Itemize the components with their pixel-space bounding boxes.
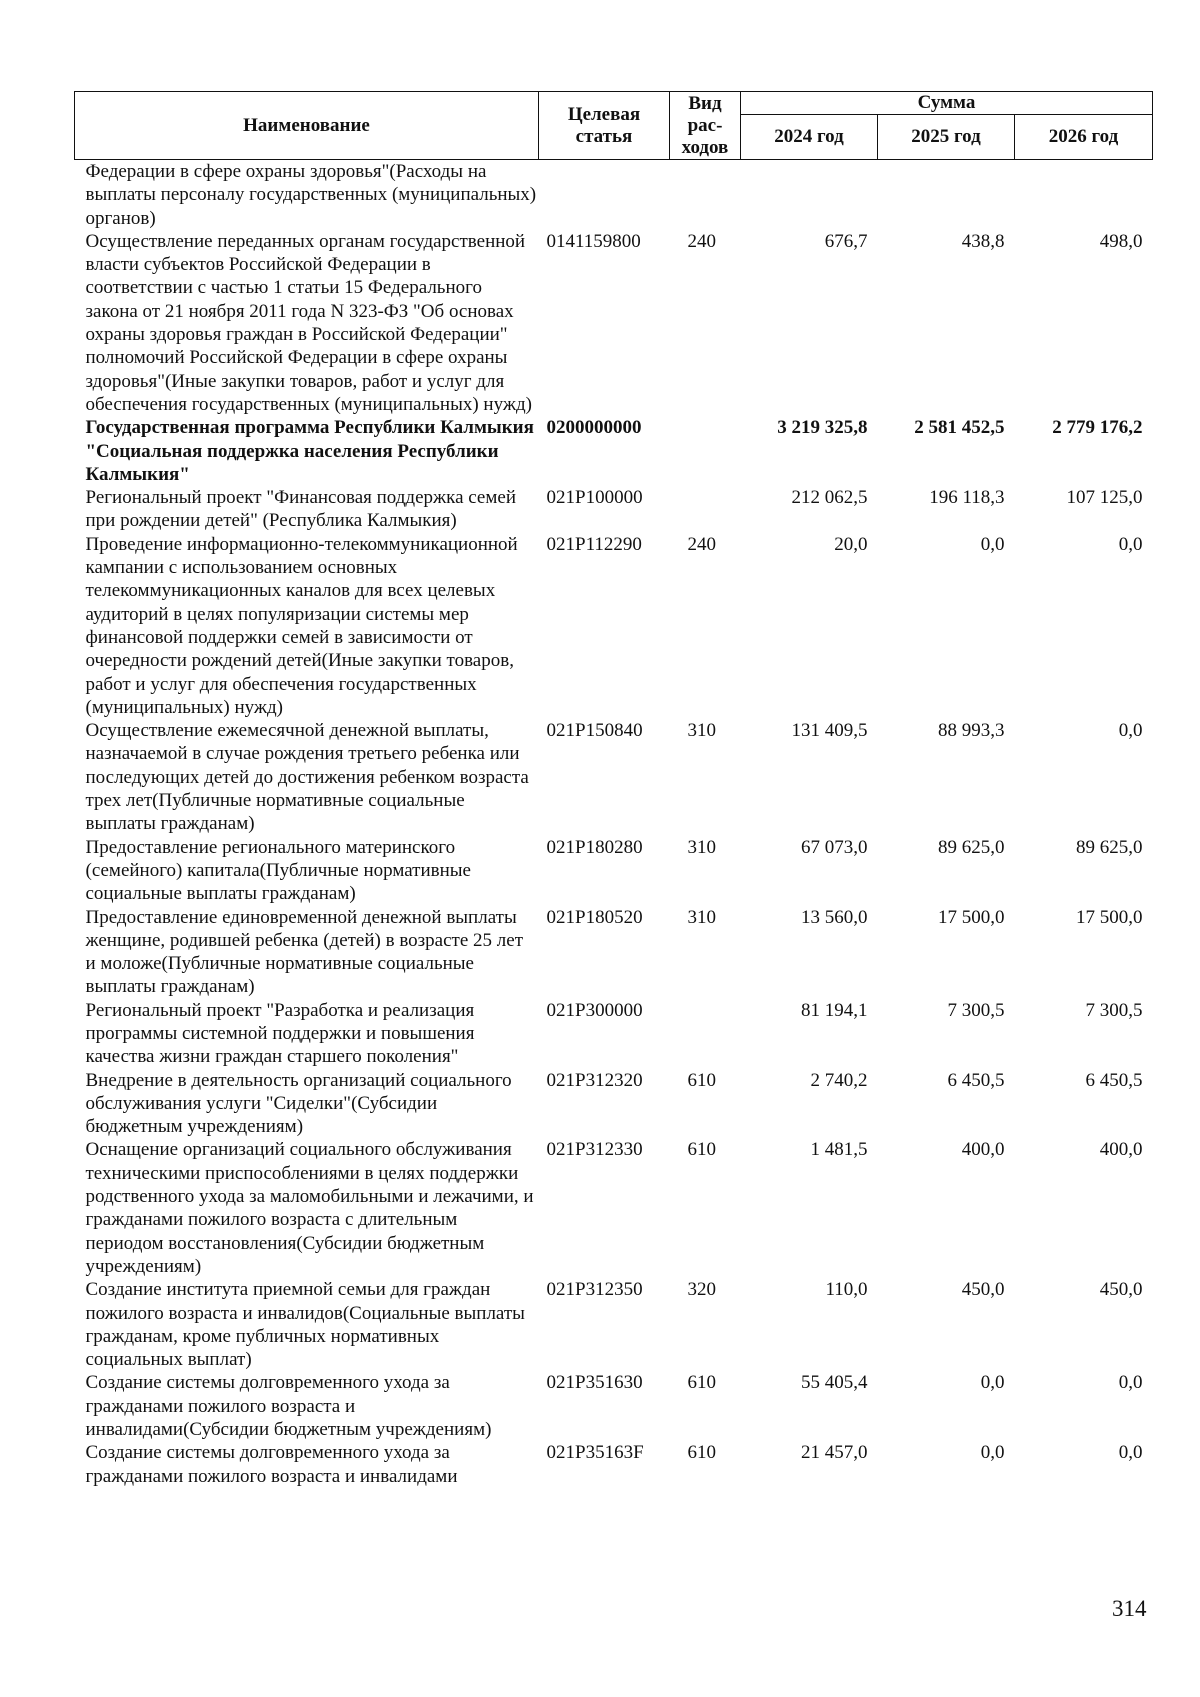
table-row xyxy=(75,230,1153,416)
row-code: 021P312330 xyxy=(546,1139,643,1161)
row-vid: 320 xyxy=(687,1279,716,1301)
row-code xyxy=(539,160,670,230)
row-vid xyxy=(670,999,741,1069)
row-code: 021P312320 xyxy=(546,1069,643,1091)
row-amount-2026: 0,0 xyxy=(1118,1372,1143,1394)
table-header xyxy=(75,92,1153,160)
row-amount-2026: 400,0 xyxy=(1099,1139,1143,1161)
row-amount-2025: 450,0 xyxy=(961,1279,1005,1301)
row-amount-2024: 3 219 325,8 xyxy=(777,417,868,439)
table-row xyxy=(75,533,1153,719)
row-name: Осуществление переданных органам государственной власти субъектов Российской Федерации в соответствии с частью 1 статьи 15 Федерального закона от 21 ноября 2011 года N 323-ФЗ "Об основах охраны здоровья граждан в Российской Федерации" полномочий Российской Федерации в сфере охраны здоровья"(Иные закупки товаров, работ и услуг для обеспечения государственных (муниципальных) нужд) xyxy=(85,230,532,415)
row-vid xyxy=(670,416,741,486)
row-name: Создание института приемной семьи для граждан пожилого возраста и инвалидов(Социальные выплаты гражданам, кроме публичных нормативных социальных выплат) xyxy=(85,1279,525,1371)
row-amount-2026: 6 450,5 xyxy=(1085,1069,1143,1091)
row-code: 021P112290 xyxy=(546,533,642,555)
row-amount-2024: 2 740,2 xyxy=(810,1069,868,1091)
table-row xyxy=(75,1371,1153,1441)
row-amount-2025: 17 500,0 xyxy=(938,906,1005,928)
row-vid: 240 xyxy=(687,230,716,252)
row-amount-2025: 438,8 xyxy=(961,230,1005,252)
budget-table xyxy=(74,91,1153,1488)
row-vid: 310 xyxy=(687,906,716,928)
row-amount-2026 xyxy=(1015,160,1153,230)
row-amount-2024: 21 457,0 xyxy=(801,1442,868,1464)
row-name: Федерации в сфере охраны здоровья"(Расходы на выплаты персоналу государственных (муниципальных) органов) xyxy=(85,161,537,229)
row-amount-2025: 0,0 xyxy=(980,1442,1005,1464)
header-vid: Вид рас-ходов xyxy=(670,92,741,160)
row-amount-2025: 400,0 xyxy=(961,1139,1005,1161)
row-amount-2024: 67 073,0 xyxy=(801,836,868,858)
row-amount-2026: 498,0 xyxy=(1099,230,1143,252)
row-code: 021P100000 xyxy=(546,487,643,509)
table-body xyxy=(75,160,1153,1488)
row-name: Оснащение организаций социального обслуживания техническими приспособлениями в целях поддержки родственного ухода за маломобильными и лежачими, и гражданами пожилого возраста с длительным периодом восстановления(Субсидии бюджетным учреждениям) xyxy=(85,1139,534,1277)
row-vid: 610 xyxy=(687,1372,716,1394)
row-amount-2026: 107 125,0 xyxy=(1066,487,1143,509)
row-amount-2024 xyxy=(741,160,878,230)
header-year-2024: 2024 год xyxy=(741,115,878,160)
row-code: 021P312350 xyxy=(546,1279,643,1301)
row-code: 021P180520 xyxy=(546,906,643,928)
row-amount-2024: 1 481,5 xyxy=(810,1139,868,1161)
row-amount-2026: 450,0 xyxy=(1099,1279,1143,1301)
table-row xyxy=(75,906,1153,999)
row-amount-2025: 7 300,5 xyxy=(947,999,1005,1021)
row-amount-2025: 6 450,5 xyxy=(947,1069,1005,1091)
row-amount-2024: 131 409,5 xyxy=(791,720,868,742)
budget-table-page xyxy=(74,91,1152,1488)
row-amount-2025: 0,0 xyxy=(980,533,1005,555)
row-amount-2024: 55 405,4 xyxy=(801,1372,868,1394)
row-code: 021P180280 xyxy=(546,836,643,858)
row-vid xyxy=(670,486,741,533)
table-row xyxy=(75,486,1153,533)
row-name: Предоставление единовременной денежной выплаты женщине, родившей ребенка (детей) в возрасте 25 лет и моложе(Публичные нормативные социальные выплаты гражданам) xyxy=(85,906,523,998)
row-code: 021P150840 xyxy=(546,720,643,742)
row-vid: 610 xyxy=(687,1139,716,1161)
row-amount-2024: 20,0 xyxy=(834,533,868,555)
row-amount-2024: 81 194,1 xyxy=(801,999,868,1021)
row-vid: 310 xyxy=(687,836,716,858)
row-amount-2026: 0,0 xyxy=(1118,533,1143,555)
header-sum: Сумма xyxy=(741,92,1153,115)
table-row xyxy=(75,416,1153,486)
header-year-2026: 2026 год xyxy=(1015,115,1153,160)
header-code: Целевая статья xyxy=(539,92,670,160)
row-amount-2025 xyxy=(878,160,1015,230)
header-name: Наименование xyxy=(75,92,539,160)
row-code: 021P351630 xyxy=(546,1372,643,1394)
row-name: Предоставление регионального материнского (семейного) капитала(Публичные нормативные социальные выплаты гражданам) xyxy=(85,836,471,905)
row-amount-2025: 196 118,3 xyxy=(929,487,1005,509)
table-row xyxy=(75,1069,1153,1139)
row-amount-2026: 89 625,0 xyxy=(1076,836,1143,858)
table-row xyxy=(75,719,1153,835)
row-amount-2026: 7 300,5 xyxy=(1085,999,1143,1021)
row-vid: 610 xyxy=(687,1069,716,1091)
row-amount-2024: 110,0 xyxy=(825,1279,868,1301)
row-amount-2025: 89 625,0 xyxy=(938,836,1005,858)
row-amount-2024: 13 560,0 xyxy=(801,906,868,928)
row-vid: 310 xyxy=(687,720,716,742)
row-code: 0200000000 xyxy=(546,417,642,439)
page-number: 314 xyxy=(1112,1596,1147,1621)
row-vid: 610 xyxy=(687,1442,716,1464)
row-amount-2025: 2 581 452,5 xyxy=(914,417,1005,439)
header-year-2025: 2025 год xyxy=(878,115,1015,160)
row-name: Региональный проект "Финансовая поддержка семей при рождении детей" (Республика Калмыкия) xyxy=(85,487,516,532)
table-row xyxy=(75,1441,1153,1488)
row-amount-2024: 676,7 xyxy=(824,230,868,252)
row-name: Внедрение в деятельность организаций социального обслуживания услуги "Сиделки"(Субсидии бюджетным учреждениям) xyxy=(85,1069,512,1138)
table-row xyxy=(75,1278,1153,1371)
row-name: Государственная программа Республики Калмыкия "Социальная поддержка населения Республики Калмыкия" xyxy=(85,417,534,485)
row-amount-2026: 17 500,0 xyxy=(1076,906,1143,928)
row-vid xyxy=(670,160,741,230)
row-name: Создание системы долговременного ухода за гражданами пожилого возраста и инвалидами(Субсидии бюджетным учреждениям) xyxy=(85,1372,492,1441)
row-amount-2025: 0,0 xyxy=(980,1372,1005,1394)
row-amount-2024: 212 062,5 xyxy=(791,487,868,509)
row-code: 021P35163F xyxy=(546,1442,644,1464)
table-row xyxy=(75,160,1153,230)
table-row xyxy=(75,999,1153,1069)
row-name: Осуществление ежемесячной денежной выплаты, назначаемой в случае рождения третьего ребенка или последующих детей до достижения ребенком возраста трех лет(Публичные нормативные социальные выплаты гражданам) xyxy=(85,720,529,835)
row-amount-2026: 0,0 xyxy=(1118,720,1143,742)
table-row xyxy=(75,1138,1153,1278)
row-amount-2026: 2 779 176,2 xyxy=(1052,417,1143,439)
row-name: Региональный проект "Разработка и реализация программы системной поддержки и повышения качества жизни граждан старшего поколения" xyxy=(85,999,475,1068)
row-code: 0141159800 xyxy=(546,230,641,252)
row-name: Проведение информационно-телекоммуникационной кампании с использованием основных телекоммуникационных каналов для всех целевых аудиторий в целях популяризации системы мер финансовой поддержки семей в зависимости от очередности рождений детей(Иные закупки товаров, работ и услуг для обеспечения государственных (муниципальных) нужд) xyxy=(85,533,518,718)
row-vid: 240 xyxy=(687,533,716,555)
row-name: Создание системы долговременного ухода за гражданами пожилого возраста и инвалидами xyxy=(85,1442,458,1487)
table-row xyxy=(75,836,1153,906)
row-amount-2026: 0,0 xyxy=(1118,1442,1143,1464)
row-amount-2025: 88 993,3 xyxy=(938,720,1005,742)
row-code: 021P300000 xyxy=(546,999,643,1021)
